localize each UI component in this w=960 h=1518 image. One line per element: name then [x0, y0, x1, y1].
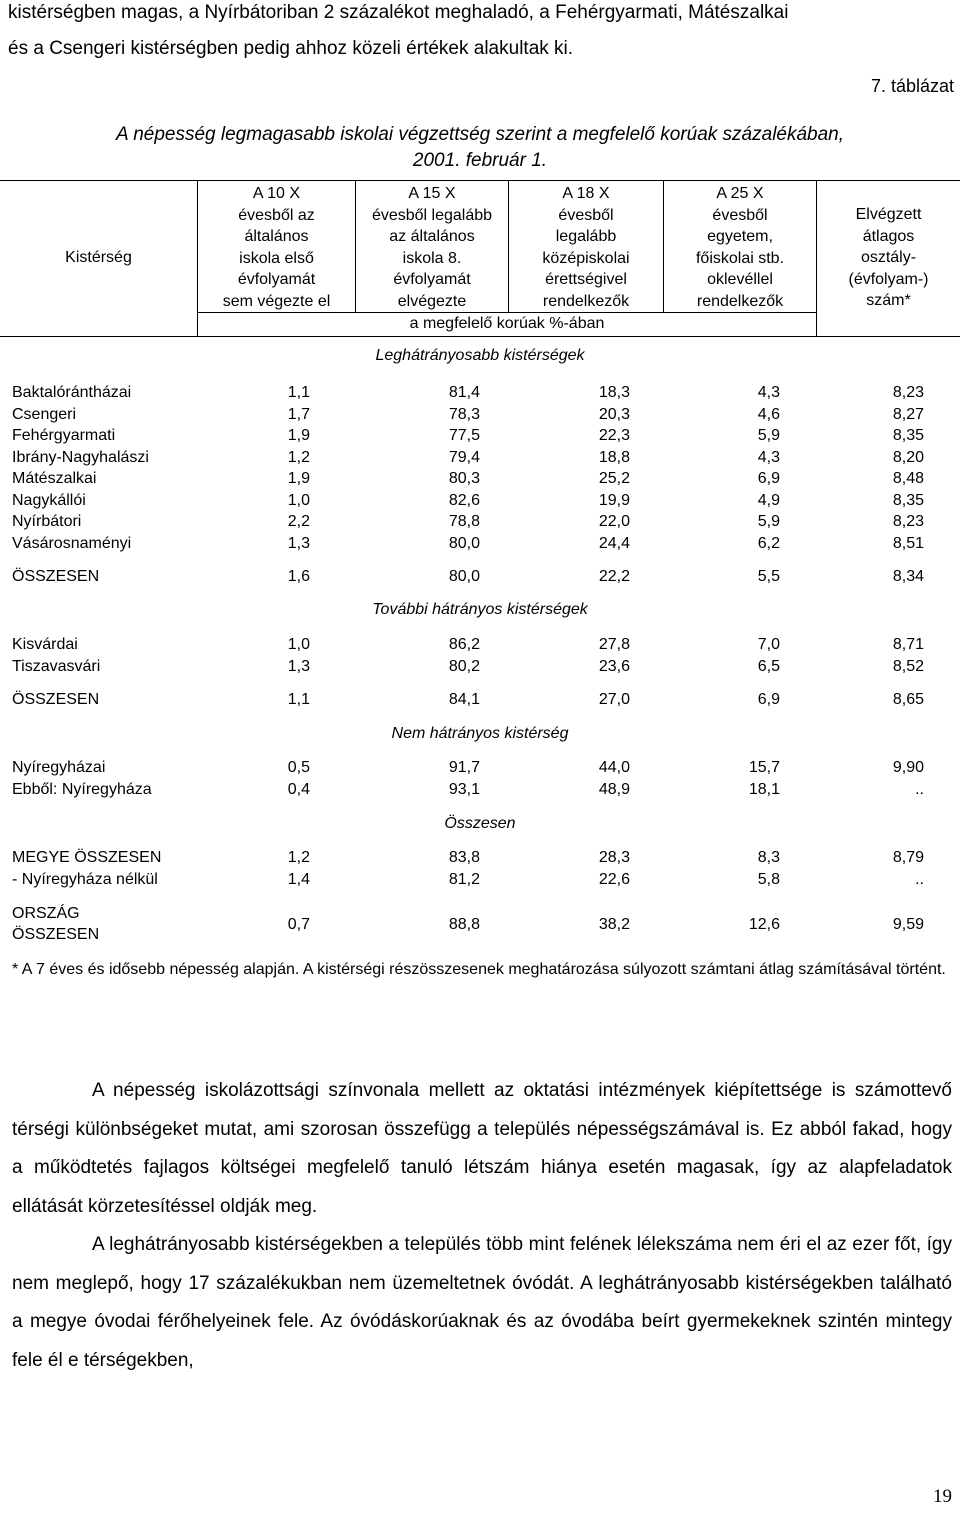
table-title-line-1: A népesség legmagasabb iskolai végzettség szerint a megfelelő korúak százalékában,	[115, 124, 845, 145]
header-col-5: Elvégzett átlagos osztály- (évfolyam-) szám*	[848, 206, 929, 309]
section-title: További hátrányos kistérségek	[372, 601, 588, 618]
table-total-row: ÖSSZESEN 1,1 84,1 27,0 6,9 8,65	[12, 691, 924, 708]
table-total-row: ÖSSZESEN 1,6 80,0 22,2 5,5 8,34	[12, 568, 924, 585]
table-row: Csengeri 1,7 78,3 20,3 4,6 8,27	[12, 405, 924, 423]
table-row: Mátészalkai 1,9 80,3 25,2 6,9 8,48	[12, 470, 924, 487]
table-row: Nagykállói 1,0 82,6 19,9 4,9 8,35	[12, 491, 924, 509]
table-row: Fehérgyarmati 1,9 77,5 22,3 5,9 8,35	[12, 427, 924, 444]
intro-line-1: kistérségben magas, a Nyírbátoriban 2 százalékot meghaladó, a Fehérgyarmati, Mátészalkai	[8, 2, 789, 23]
table-title-line-2: 2001. február 1.	[412, 150, 548, 171]
table-row: - Nyíregyháza nélkül 1,4 81,2 22,6 5,8 ..	[12, 871, 924, 888]
table-row: Vásárosnaményi 1,3 80,0 24,4 6,2 8,51	[12, 534, 924, 552]
header-col-1: A 10 X évesből az általános iskola első évfolyamát sem végezte el	[222, 185, 331, 310]
header-sub-caption: a megfelelő korúak %-ában	[409, 315, 605, 332]
table-country-row: ORSZÁG ÖSSZESEN 0,7 88,8 38,2 12,6 9,59	[12, 905, 924, 943]
table-row: Ibrány-Nagyhalászi 1,2 79,4 18,8 4,3 8,20	[12, 448, 924, 466]
table-footnote: * A 7 éves és idősebb népesség alapján. A kistérségi részösszesenek meghatározása súlyozott számtani átlag számításával történt.	[12, 961, 946, 978]
paragraph-1: A népesség iskolázottsági színvonala mellett az oktatási intézmények kiépítettsége is számottevő térségi különbségeket mutat, ami szorosan összefügg a település népességszámával is. Ez abból fakad, hogy a működtetés fajlagos költségei megfelelő tanuló létszám hiánya esetén magasak, így az alapfeladatok ellátását körzetesítéssel oldják meg.	[12, 1080, 952, 1217]
table-row: Baktalórántházai 1,1 81,4 18,3 4,3 8,23	[12, 384, 924, 401]
table-row: Nyírbátori 2,2 78,8 22,0 5,9 8,23	[12, 513, 924, 530]
body-text	[12, 1072, 952, 1380]
header-kisterseg: Kistérség	[65, 249, 132, 266]
table-row: Kisvárdai 1,0 86,2 27,8 7,0 8,71	[12, 636, 924, 653]
header-col-2: A 15 X évesből legalább az általános iskola 8. évfolyamát elvégezte	[371, 185, 493, 310]
page-number: 19	[933, 1486, 952, 1507]
table-number: 7. táblázat	[870, 76, 954, 96]
header-bottom-rule	[0, 336, 960, 337]
section-title: Leghátrányosabb kistérségek	[375, 347, 585, 364]
intro-line-2: és a Csengeri kistérségben pedig ahhoz közeli értékek alakultak ki.	[8, 38, 574, 59]
paragraph-2: A leghátrányosabb kistérségekben a település több mint felének lélekszáma nem éri el az ezer főt, így nem meglepő, hogy 17 százalékukban nem üzemeltetnek óvódát. A leghátrányosabb kistérségekben található a megye óvodai férőhelyeinek fele. Az óvódáskorúaknak és az óvodába beírt gyermekeknek szintén mintegy fele él e térségekben,	[12, 1234, 952, 1371]
header-col-4: A 25 X évesből egyetem, főiskolai stb. oklevéllel rendelkezők	[695, 185, 785, 310]
table-row: Nyíregyházai 0,5 91,7 44,0 15,7 9,90	[12, 759, 924, 776]
header-col-3: A 18 X évesből legalább középiskolai érettségivel rendelkezők	[542, 185, 630, 310]
section-title: Összesen	[444, 815, 516, 832]
table-row: Tiszavasvári 1,3 80,2 23,6 6,5 8,52	[12, 657, 924, 675]
table-row: Ebből: Nyíregyháza 0,4 93,1 48,9 18,1 ..	[12, 781, 924, 798]
section-title: Nem hátrányos kistérség	[391, 725, 569, 742]
table-row: MEGYE ÖSSZESEN 1,2 83,8 28,3 8,3 8,79	[12, 849, 924, 866]
